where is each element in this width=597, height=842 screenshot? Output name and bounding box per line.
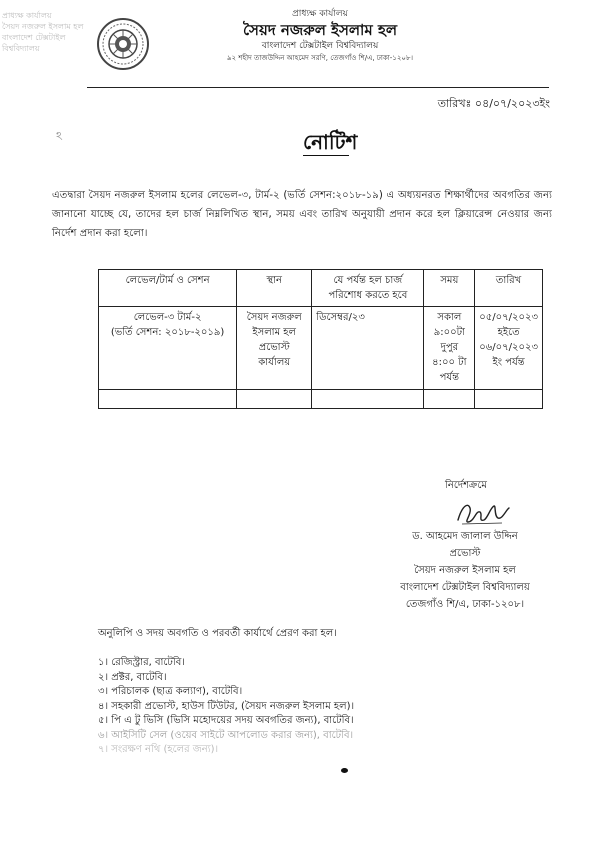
signatory-designation: প্রভোস্ট — [449, 548, 481, 559]
empty-cell — [312, 390, 424, 409]
date-line: ইং পর্যন্ত — [492, 357, 525, 368]
level-term: লেভেল-৩ টার্ম-২ — [133, 312, 202, 323]
letterhead — [160, 8, 480, 63]
session: (ভর্তি সেশন: ২০১৮-২০১৯) — [110, 327, 225, 338]
cc-list — [98, 656, 354, 758]
notice-date: তারিখঃ ০৪/০৭/২০২৩ইং — [437, 97, 550, 110]
margin-mark: ঽ — [56, 129, 63, 143]
university-name: বাংলাদেশ টেক্সটাইল বিশ্ববিদ্যালয় — [261, 41, 379, 51]
cell-level — [99, 307, 237, 390]
col-header-deadline: যে পর্যন্ত হল চার্জ পরিশোধ করতে হবে — [312, 270, 424, 307]
faint-corner-line: সৈয়দ নজরুল ইসলাম হল — [2, 22, 84, 31]
cell-place — [237, 307, 312, 390]
notice-body: এতদ্বারা সৈয়দ নজরুল ইসলাম হলের লেভেল-৩, টার্ম-২ (ভর্তি সেশন:২০১৮-১৯) এ অধ্যয়নরত শিক্ষার্থীদের অবগতির জন্য জানানো যাচ্ছে যে, তাদের হল চার্জ নিম্নলিখিত স্থান, সময় এবং তারিখ অনুযায়ী প্রদান করে হল ক্লিয়ারেন্স নেওয়ার জন্য নির্দেশ প্রদান করা হলো। — [52, 190, 552, 239]
notice-title: নোটিশ — [303, 130, 358, 154]
time-line: ৪:০০ টা — [432, 357, 467, 368]
letterhead-address: ৯২ শহীদ তাজউদ্দিন আহমেদ সরণি, তেজগাঁও শি/এ, ঢাকা-১২০৮। — [227, 54, 413, 62]
time-line: ৯:০০টা — [433, 327, 465, 338]
cc-intro: অনুলিপি ও সদয় অবগতি ও পরবর্তী কার্যার্থে প্রেরণ করা হল। — [98, 628, 337, 639]
signatory-address: তেজগাঁও শি/এ, ঢাকা-১২০৮। — [405, 599, 525, 610]
hall-name: সৈয়দ নজরুল ইসলাম হল — [242, 21, 398, 39]
date-line: ০৫/০৭/২০২৩ — [479, 312, 538, 323]
list-item: ৪। সহকারী প্রভোস্ট, হাউস টিউটর, (সৈয়দ নজরুল ইসলাম হল)। — [98, 700, 355, 712]
title-underline — [303, 155, 349, 156]
col-header-time: সময় — [424, 270, 475, 307]
table-header-row — [99, 270, 543, 307]
time-line: পর্যন্ত — [439, 372, 460, 383]
list-item: ৩। পরিচালক (ছাত্র কল্যাণ), বাটেবি। — [98, 686, 243, 697]
list-item: ২। প্রক্টর, বাটেবি। — [98, 671, 167, 683]
date-line: ০৬/০৭/২০২৩ — [479, 342, 538, 353]
cell-time — [424, 307, 475, 390]
list-item: ৭। সংরক্ষণ নথি (হলের জন্য)। — [98, 744, 219, 755]
ink-dot — [341, 768, 348, 773]
col-header-place: স্থান — [237, 270, 312, 307]
faint-corner-line: বাংলাদেশ টেক্সটাইল বিশ্ববিদ্যালয় — [2, 33, 66, 53]
list-item: ১। রেজিস্ট্রার, বাটেবি। — [98, 657, 185, 668]
signatory-block — [380, 528, 550, 613]
cell-dates — [475, 307, 543, 390]
col-header-level: লেভেল/টার্ম ও সেশন — [99, 270, 237, 307]
by-order: নির্দেশক্রমে — [445, 480, 487, 491]
signatory-university: বাংলাদেশ টেক্সটাইল বিশ্ববিদ্যালয় — [400, 582, 530, 593]
schedule-table — [98, 269, 543, 409]
table-row-empty — [99, 390, 543, 409]
place-line: সৈয়দ নজরুল — [246, 312, 302, 323]
faint-corner-line: প্রাধ্যক্ষ কার্যালয় — [2, 11, 52, 20]
empty-cell — [424, 390, 475, 409]
handwritten-signature — [452, 496, 512, 528]
place-line: কার্যালয় — [258, 357, 291, 368]
place-line: প্রভোস্ট — [258, 342, 290, 353]
cell-deadline: ডিসেম্বর/২৩ — [312, 307, 424, 390]
faint-corner-stamp — [2, 10, 92, 54]
list-item: ৬। আইসিটি সেল (ওয়েব সাইটে আপলোড করার জন্য), বাটেবি। — [98, 729, 354, 741]
time-line: দুপুর — [440, 342, 459, 353]
time-line: সকাল — [437, 312, 462, 323]
signatory-name: ড. আহমেদ জালাল উদ্দিন — [412, 531, 518, 542]
date-line: হইতে — [497, 327, 520, 338]
university-logo — [96, 17, 150, 71]
col-header-date: তারিখ — [475, 270, 543, 307]
office-name: প্রাধ্যক্ষ কার্যালয় — [292, 9, 348, 19]
empty-cell — [475, 390, 543, 409]
empty-cell — [99, 390, 237, 409]
place-line: ইসলাম হল — [252, 327, 297, 338]
signatory-hall: সৈয়দ নজরুল ইসলাম হল — [414, 565, 516, 576]
header-divider — [87, 87, 549, 88]
table-row — [99, 307, 543, 390]
list-item: ৫। পি এ টু ভিসি (ভিসি মহোদয়ের সদয় অবগতির জন্য), বাটেবি। — [98, 715, 354, 726]
empty-cell — [237, 390, 312, 409]
